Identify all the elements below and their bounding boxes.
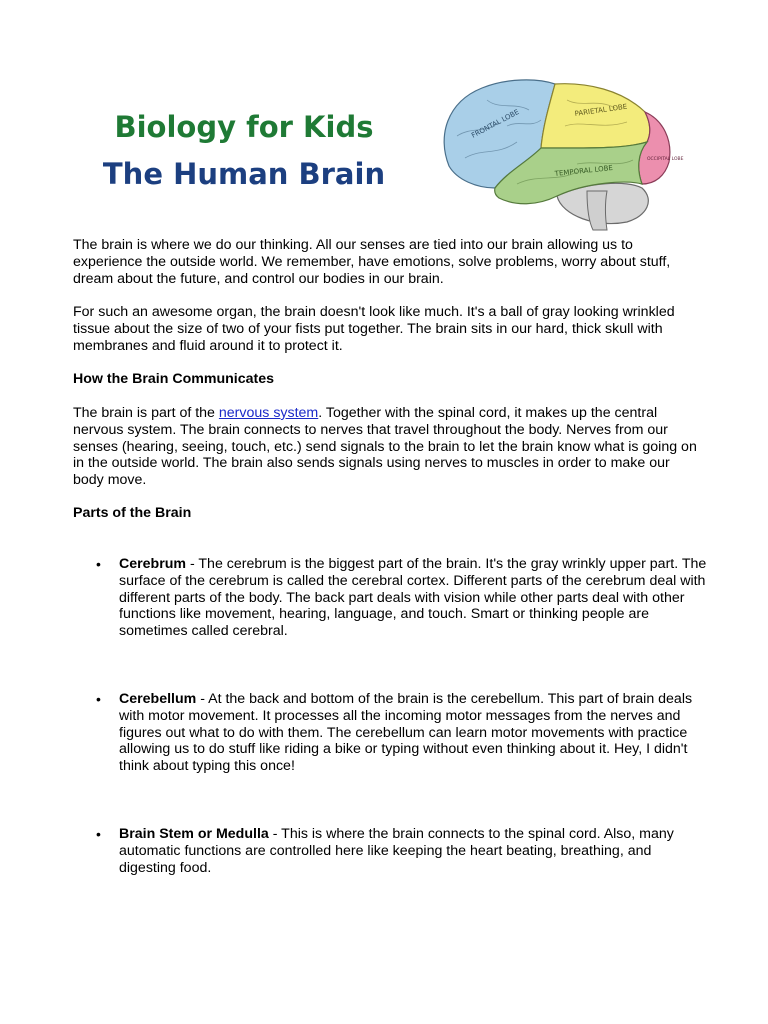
page-title: Biology for Kids (114, 110, 374, 144)
parietal-lobe-label: PARIETAL LOBE (574, 102, 628, 118)
parietal-lobe-region (541, 84, 650, 148)
list-item-cerebrum (119, 556, 709, 640)
list-item-cerebellum (119, 691, 709, 775)
communicates-paragraph (73, 405, 703, 489)
page-subtitle: The Human Brain (102, 157, 386, 191)
temporal-lobe-label: TEMPORAL LOBE (554, 163, 614, 178)
brain-stem-region (587, 191, 607, 230)
section-heading-parts: Parts of the Brain (73, 505, 192, 521)
desc-cerebellum: - At the back and bottom of the brain is the cerebellum. This part of brain deals with motor movement. It processes all the incoming motor messages from the nerves and figures out what to do with them. The cerebellum can learn motor movements with practice allowing us to do stuff like riding a bike or typing without even thinking about it. Hey, I didn't think about typing this once! (119, 691, 693, 775)
desc-cerebrum: - The cerebrum is the biggest part of the brain. It's the gray wrinkly upper part. The surface of the cerebrum is called the cerebral cortex. Different parts of the cerebrum deal with different parts of the body. The back part deals with vision while other parts deal with other functions like movement, hearing, language, and touch. Smart or thinking people are sometimes called cerebral. (119, 556, 707, 640)
term-cerebrum: Cerebrum (119, 556, 187, 572)
intro-paragraph-1: The brain is where we do our thinking. All our senses are tied into our brain allowing us to experience the outside world. We remember, have emotions, solve problems, worry about stuff, dream about the future, and control our bodies in our brain. (73, 237, 671, 287)
frontal-lobe-label: FRONTAL LOBE (470, 107, 521, 140)
communicates-text-after-link: . Together with the spinal cord, it makes up the central nervous system. The brain connects to nerves that travel throughout the body. Nerves from our senses (hearing, seeing, touch, etc.) send signals to the brain to let the brain know what is going on in the outside world. The brain also sends signals using nerves to muscles in order to make our body move. (73, 405, 697, 489)
term-cerebellum: Cerebellum (119, 691, 197, 707)
desc-brain-stem: - This is where the brain connects to the spinal cord. Also, many automatic functions are controlled here like keeping the heart beating, breathing, and digesting food. (119, 826, 674, 876)
communicates-text-before-link: The brain is part of the (73, 405, 219, 421)
bullet-icon: • (96, 826, 101, 842)
occipital-lobe-label: OCCIPITAL LOBE (647, 157, 684, 162)
nervous-system-link[interactable]: nervous system (218, 405, 319, 421)
term-brain-stem: Brain Stem or Medulla (119, 826, 269, 842)
bullet-icon: • (96, 691, 101, 707)
section-heading-communicates: How the Brain Communicates (73, 371, 275, 387)
intro-paragraph-2: For such an awesome organ, the brain doesn't look like much. It's a ball of gray looking wrinkled tissue about the size of two of your fists put together. The brain sits in our hard, thick skull with membranes and fluid around it to protect it. (73, 304, 675, 354)
bullet-icon: • (96, 556, 101, 572)
list-item-brain-stem (119, 826, 709, 876)
brain-lobes-diagram (437, 76, 684, 230)
